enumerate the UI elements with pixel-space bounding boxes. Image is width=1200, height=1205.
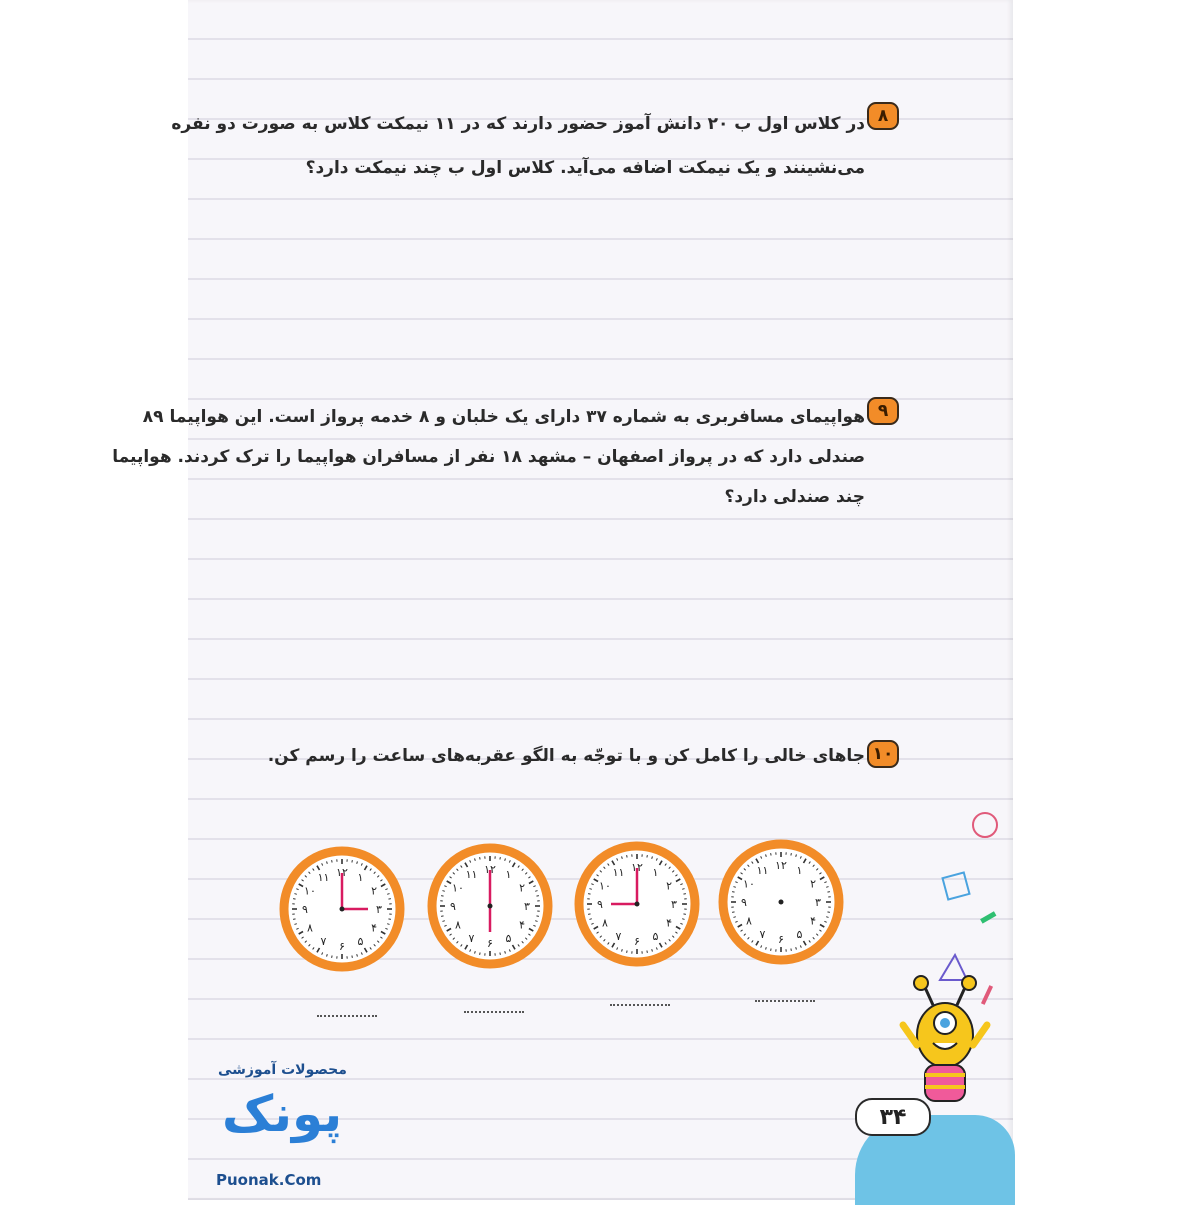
- clock-numeral: ۷: [321, 935, 327, 948]
- clock-numeral: ۱۱: [613, 866, 625, 879]
- clock-tick: [441, 916, 443, 917]
- clock-tick: [627, 855, 628, 857]
- clock-tick: [536, 916, 538, 917]
- answer-blank[interactable]: [317, 1015, 377, 1017]
- question-9: [215, 397, 865, 517]
- clock-tick: [480, 857, 481, 859]
- clock-numeral: ۱: [358, 871, 364, 884]
- brand-logo: پونک: [222, 1085, 342, 1143]
- clock-numeral: ۱۲: [631, 861, 643, 874]
- clock-numeral: ۱۲: [484, 863, 496, 876]
- clock-center: [488, 904, 493, 909]
- question-10: [215, 740, 865, 772]
- brand-subtitle: محصولات آموزشی: [218, 1062, 347, 1078]
- clock-numeral: ۱۰: [452, 882, 464, 895]
- clock-numeral: ۴: [666, 917, 672, 930]
- clock-numeral: ۸: [602, 917, 608, 930]
- question-number-badge: ۸: [867, 102, 899, 130]
- clock-center: [635, 902, 640, 907]
- clock-numeral: ۹: [450, 900, 456, 913]
- clock-numeral: ۷: [616, 930, 622, 943]
- page-number: ۳۴: [855, 1098, 931, 1136]
- clock-tick: [732, 892, 734, 893]
- clock-numeral: ۶: [778, 933, 784, 946]
- answer-blank[interactable]: [755, 1000, 815, 1002]
- clock-tick: [588, 914, 590, 915]
- clock-numeral: ۱: [653, 866, 659, 879]
- clock-numeral: ۱۱: [466, 868, 478, 881]
- clock-tick: [293, 919, 295, 920]
- question-line: چند صندلی دارد؟: [215, 477, 865, 517]
- clock-tick: [771, 948, 772, 950]
- clock-numeral: ۱۲: [775, 859, 787, 872]
- monster-mascot-illustration: [895, 975, 995, 1115]
- clock-numeral: ۳: [815, 896, 821, 909]
- clock-tick: [627, 950, 628, 952]
- clock-numeral: ۳: [376, 903, 382, 916]
- question-line: جاهای خالی را کامل کن و با توجّه به الگو عقربه‌های ساعت را رسم کن.: [215, 740, 865, 772]
- clock-tick: [827, 912, 829, 913]
- clock-center: [779, 900, 784, 905]
- clock-numeral: ۲: [519, 882, 525, 895]
- clock-numeral: ۷: [469, 932, 475, 945]
- clock-numeral: ۱۱: [318, 871, 330, 884]
- clock-tick: [827, 892, 829, 893]
- clock-numeral: ۶: [487, 937, 493, 950]
- clock-numeral: ۷: [760, 928, 766, 941]
- clock-numeral: ۵: [797, 928, 803, 941]
- clock-numeral: ۱۰: [743, 878, 755, 891]
- clock-tick: [588, 894, 590, 895]
- clock-tick: [500, 857, 501, 859]
- clock-numeral: ۵: [506, 932, 512, 945]
- clock-numeral: ۱۲: [336, 866, 348, 879]
- question-line: می‌نشینند و یک نیمکت اضافه می‌آید. کلاس اول ب چند نیمکت دارد؟: [215, 146, 865, 190]
- clock-numeral: ۶: [339, 940, 345, 953]
- clock-tick: [791, 948, 792, 950]
- clock-tick: [683, 894, 685, 895]
- clock-numeral: ۹: [302, 903, 308, 916]
- clock-tick: [647, 950, 648, 952]
- clock-numeral: ۱۰: [599, 880, 611, 893]
- clock-face-2: [426, 842, 554, 970]
- question-line: هواپیمای مسافربری به شماره ۳۷ دارای یک خلبان و ۸ خدمه پرواز است. این هواپیما ۸۹: [215, 397, 865, 437]
- answer-blank[interactable]: [610, 1004, 670, 1006]
- clock-numeral: ۹: [597, 898, 603, 911]
- clock-tick: [332, 860, 333, 862]
- clock-tick: [683, 914, 685, 915]
- clock-numeral: ۸: [307, 922, 313, 935]
- clock-tick: [732, 912, 734, 913]
- clock-face-4: [717, 838, 845, 966]
- clock-numeral: ۵: [358, 935, 364, 948]
- question-number-badge: ۹: [867, 397, 899, 425]
- clock-tick: [500, 952, 501, 954]
- clock-tick: [388, 899, 390, 900]
- question-line: صندلی دارد که در پرواز اصفهان – مشهد ۱۸ نفر از مسافران هواپیما را ترک کردند. هواپیما: [215, 437, 865, 477]
- question-8: [215, 102, 865, 190]
- clock-numeral: ۵: [653, 930, 659, 943]
- clock-numeral: ۳: [671, 898, 677, 911]
- clock-tick: [791, 853, 792, 855]
- answer-blank[interactable]: [464, 1011, 524, 1013]
- clock-numeral: ۱۱: [757, 864, 769, 877]
- clock-numeral: ۳: [524, 900, 530, 913]
- clock-numeral: ۱۰: [304, 885, 316, 898]
- clock-numeral: ۴: [519, 919, 525, 932]
- clock-face-3: [573, 840, 701, 968]
- clock-tick: [480, 952, 481, 954]
- clock-numeral: ۲: [371, 885, 377, 898]
- clock-center: [340, 907, 345, 912]
- clock-numeral: ۶: [634, 935, 640, 948]
- clock-face-1: [278, 845, 406, 973]
- clock-tick: [293, 899, 295, 900]
- clock-numeral: ۲: [810, 878, 816, 891]
- clock-numeral: ۱: [797, 864, 803, 877]
- clock-tick: [332, 955, 333, 957]
- clock-numeral: ۴: [371, 922, 377, 935]
- question-number-badge: ۱۰: [867, 740, 899, 768]
- brand-url: Puonak.Com: [216, 1171, 321, 1189]
- clock-tick: [536, 896, 538, 897]
- clock-tick: [352, 955, 353, 957]
- question-line: در کلاس اول ب ۲۰ دانش آموز حضور دارند که در ۱۱ نیمکت کلاس به صورت دو نفره: [215, 102, 865, 146]
- clock-tick: [441, 896, 443, 897]
- clock-tick: [647, 855, 648, 857]
- clock-tick: [388, 919, 390, 920]
- clock-numeral: ۱: [506, 868, 512, 881]
- clock-tick: [352, 860, 353, 862]
- clock-numeral: ۲: [666, 880, 672, 893]
- clock-numeral: ۹: [741, 896, 747, 909]
- clock-numeral: ۸: [455, 919, 461, 932]
- clock-numeral: ۴: [810, 915, 816, 928]
- clock-numeral: ۸: [746, 915, 752, 928]
- clock-tick: [771, 853, 772, 855]
